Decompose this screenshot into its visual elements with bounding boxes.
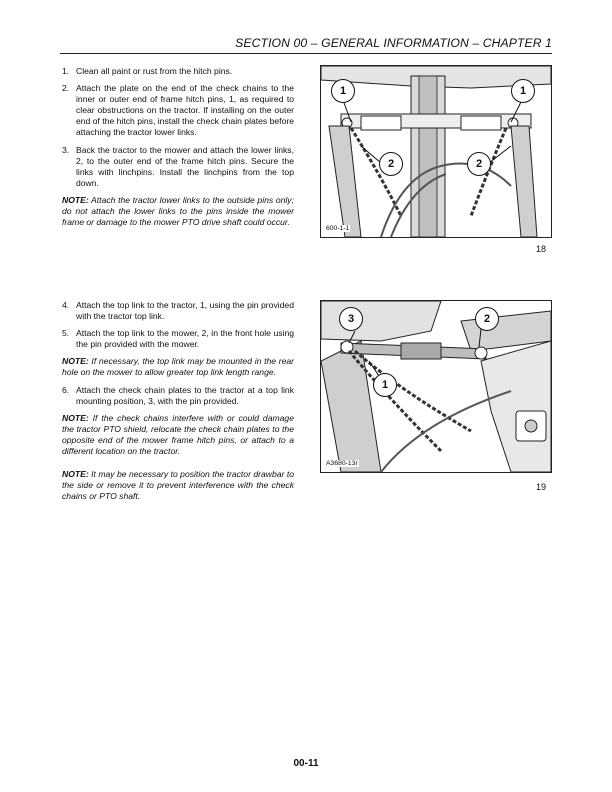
step-text: Attach the check chain plates to the tractor at a top link mounting position, 3, with the pin provided.: [76, 384, 294, 406]
note-label: NOTE:: [62, 356, 89, 367]
callout-1-left: 1: [331, 79, 355, 103]
note-top-link-rear-hole: [62, 356, 294, 378]
step-text: Attach the top link to the tractor, 1, using the pin provided with the tractor top link.: [76, 300, 294, 322]
note-text: If necessary, the top link may be mounted in the rear hole on the mower to allow greater top link length range.: [62, 356, 294, 378]
instructions-block-1: [62, 66, 294, 234]
step-text: Clean all paint or rust from the hitch pins.: [76, 66, 233, 76]
step-text: Attach the plate on the end of the check chains to the inner or outer end of frame hitch pins, 1, as required to clear obstructions on the tractor. If installing on the outer end of the hitch pins, install the check chain plates before attaching the tractor lower links.: [76, 83, 294, 138]
step-number: 5.: [62, 328, 70, 339]
callout-3: 3: [339, 307, 363, 331]
callout-1-right: 1: [511, 79, 535, 103]
callout-2-right: 2: [467, 152, 491, 176]
step-2: [62, 83, 294, 138]
note-label: NOTE:: [62, 469, 89, 480]
note-lower-links: [62, 195, 294, 228]
note-label: NOTE:: [62, 194, 89, 205]
figure-code: 600-1-1: [326, 225, 350, 232]
step-number: 1.: [62, 66, 70, 76]
figure-number: 19: [536, 482, 547, 492]
step-text: Back the tractor to the mower and attach the lower links, 2, to the outer end of the frame hitch pins. Secure the links with linchpins. Install the linchpins from the top down.: [76, 144, 294, 188]
step-1: [62, 66, 294, 77]
callout-1: 1: [373, 373, 397, 397]
figure-number: 18: [536, 244, 547, 254]
step-number: 6.: [62, 384, 70, 395]
callout-2: 2: [475, 307, 499, 331]
figure-code: A3680-13r: [326, 460, 358, 467]
step-number: 4.: [62, 300, 70, 310]
instructions-block-2: [62, 300, 294, 508]
step-3: [62, 145, 294, 189]
section-header: SECTION 00 – GENERAL INFORMATION – CHAPTER 1: [235, 36, 552, 50]
step-6: [62, 385, 294, 407]
step-4: [62, 300, 294, 322]
note-label: NOTE:: [62, 412, 89, 423]
page-number: 00-11: [293, 758, 319, 769]
note-drawbar: [62, 469, 294, 502]
step-5: [62, 328, 294, 350]
note-text: If the check chains interfere with or could damage the tractor PTO shield, relocate the check chain plates to the opposite end of the mower frame hitch pins, or attach to a different location on the tractor.: [62, 412, 294, 457]
header-rule: [60, 53, 552, 54]
figure-18-illustration: [320, 65, 552, 238]
note-text: It may be necessary to position the tractor drawbar to the side or remove it to prevent interference with the check chains or PTO shaft.: [62, 469, 294, 502]
figure-19-illustration: [320, 300, 552, 473]
step-number: 3.: [62, 144, 70, 155]
note-check-chains: [62, 413, 294, 457]
callout-2-left: 2: [379, 152, 403, 176]
step-text: Attach the top link to the mower, 2, in the front hole using the pin provided with the mower.: [76, 328, 294, 350]
note-text: Attach the tractor lower links to the outside pins only; do not attach the lower links to the pins inside the mower frame or damage to the mower PTO drive shaft could occur.: [62, 194, 294, 228]
step-number: 2.: [62, 83, 70, 94]
